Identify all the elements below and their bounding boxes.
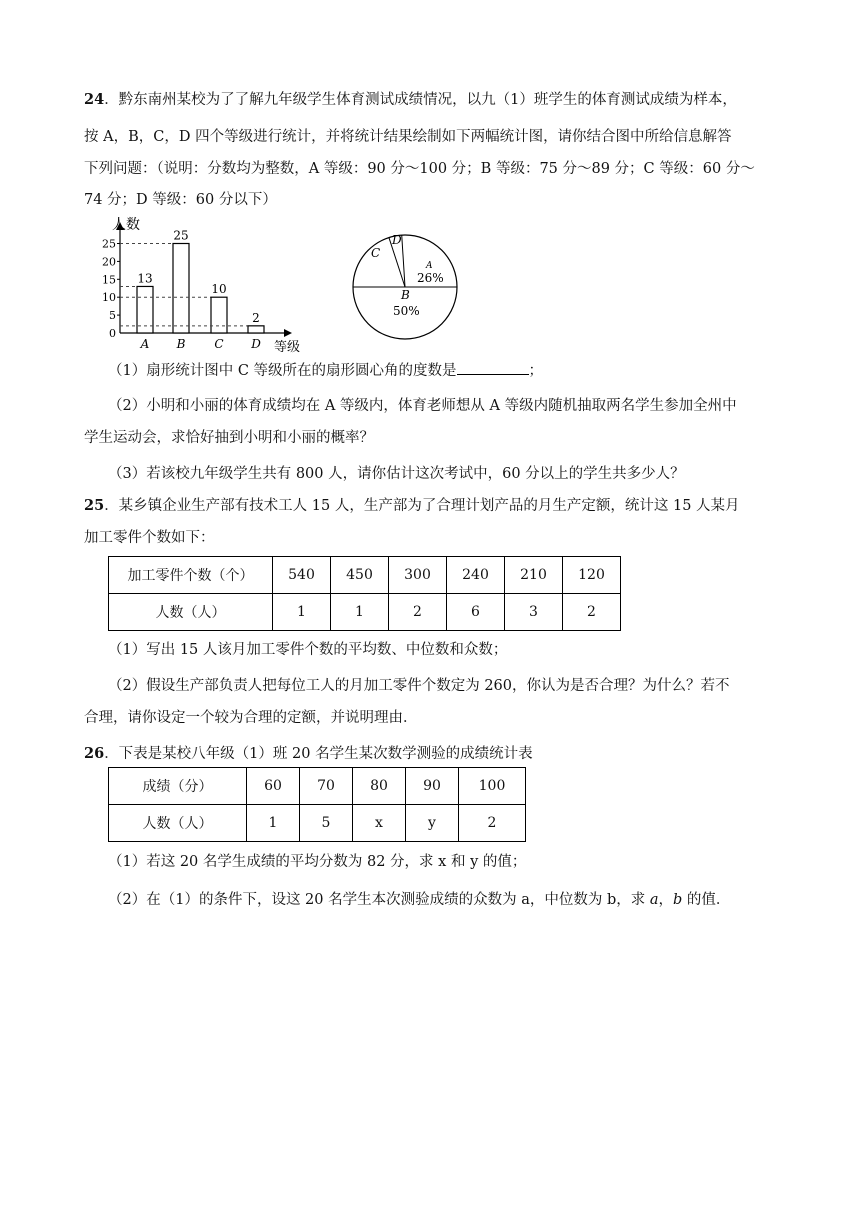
q26-sub2-text: （2）在（1）的条件下，设这 20 名学生本次测验成绩的众数为 a，中位数为 b，求 [108, 892, 646, 908]
pie-percent-label: 26% [417, 271, 444, 285]
var-a: a [649, 892, 659, 908]
bar-value-label: 13 [137, 271, 153, 286]
q26-line-1 [84, 744, 533, 764]
table-cell: 加工零件个数（个） [109, 557, 273, 594]
table-cell: 1 [331, 594, 389, 631]
q24-line-2: 按 A，B，C，D 四个等级进行统计，并将统计结果绘制如下两幅统计图，请你结合图中所给信息解答 [84, 129, 732, 145]
q26-table [108, 767, 526, 842]
q24-sub1-end: ； [528, 363, 544, 379]
pie-slice-label: D [392, 233, 402, 247]
bar-value-label: 2 [252, 310, 260, 325]
q24-sub2-line-1: （2）小明和小丽的体育成绩均在 A 等级内，体育老师想从 A 等级内随机抽取两名学生参加全州中 [108, 398, 737, 414]
bar [248, 326, 264, 333]
x-tick-label: C [214, 337, 224, 351]
q26-text-1: ．下表是某校八年级（1）班 20 名学生某次数学测验的成绩统计表 [104, 746, 533, 762]
table-cell: 300 [389, 557, 447, 594]
y-tick-label: 10 [102, 291, 116, 305]
table-cell: 人数（人） [109, 594, 273, 631]
table-cell: 2 [459, 805, 526, 842]
table-cell: 450 [331, 557, 389, 594]
table-cell: 3 [505, 594, 563, 631]
q25-sub2-line-2: 合理，请你设定一个较为合理的定额，并说明理由． [84, 710, 418, 726]
q25-text-1: ．某乡镇企业生产部有技术工人 15 人，生产部为了合理计划产品的月生产定额，统计这 15 人某月 [104, 498, 740, 514]
q24-sub2-line-2: 学生运动会，求恰好抽到小明和小丽的概率？ [84, 430, 374, 446]
pie-slice-label: B [401, 288, 410, 302]
q24-line-3: 下列问题：（说明：分数均为整数，A 等级：90 分～100 分；B 等级：75 分～89 分；C 等级：60 分～ [84, 161, 755, 177]
table-cell: 80 [353, 768, 406, 805]
x-tick-label: D [251, 337, 261, 351]
x-tick-label: A [140, 337, 150, 351]
pie-chart [345, 225, 475, 345]
pie-slice-label: C [371, 246, 381, 260]
table-row [109, 768, 526, 805]
y-tick-label: 15 [102, 273, 116, 287]
table-cell: y [406, 805, 459, 842]
q25-line-2: 加工零件个数如下： [84, 530, 215, 546]
q26-sub2-end: 的值． [682, 892, 731, 908]
y-tick-label: 25 [102, 237, 116, 251]
q24-sub1 [108, 360, 543, 381]
pie-percent-label: 50% [393, 304, 420, 318]
table-cell: 70 [300, 768, 353, 805]
table-cell: 60 [247, 768, 300, 805]
y-tick-label: 20 [102, 255, 116, 269]
q25-table [108, 556, 621, 631]
table-cell: 1 [247, 805, 300, 842]
answer-blank[interactable] [457, 360, 529, 375]
bar [211, 297, 227, 333]
q25-line-1 [84, 496, 740, 516]
table-cell: 90 [406, 768, 459, 805]
table-row [109, 594, 621, 631]
x-axis-label: 等级 [274, 340, 301, 355]
q24-sub1-text: （1）扇形统计图中 C 等级所在的扇形圆心角的度数是 [108, 363, 457, 379]
table-row [109, 805, 526, 842]
table-cell: 2 [389, 594, 447, 631]
y-tick-label: 5 [109, 309, 116, 323]
table-cell: 成绩（分） [109, 768, 247, 805]
q25-number: 25 [84, 497, 105, 514]
bar-chart [94, 216, 314, 356]
table-row [109, 557, 621, 594]
table-cell: x [353, 805, 406, 842]
q24-line-1 [84, 90, 737, 110]
bar-value-label: 10 [211, 282, 227, 297]
pie-slice-label: A [426, 261, 433, 271]
q24-text-1: ．黔东南州某校为了了解九年级学生体育测试成绩情况，以九（1）班学生的体育测试成绩为样本， [104, 92, 737, 108]
y-axis-label: 人数 [112, 217, 140, 233]
q26-number: 26 [84, 745, 105, 762]
q24-sub3: （3）若该校九年级学生共有 800 人，请你估计这次考试中，60 分以上的学生共多少人？ [108, 466, 685, 482]
bar [173, 244, 189, 334]
table-cell: 120 [563, 557, 621, 594]
table-cell: 240 [447, 557, 505, 594]
bar-value-label: 25 [173, 228, 189, 243]
q26-sub2 [108, 890, 730, 910]
y-tick-label: 0 [109, 327, 116, 340]
q26-sub2-sep: ， [658, 892, 674, 908]
table-cell: 540 [273, 557, 331, 594]
table-cell: 210 [505, 557, 563, 594]
q25-sub2-line-1: （2）假设生产部负责人把每位工人的月加工零件个数定为 260，你认为是否合理？为什么？若不 [108, 678, 730, 694]
table-cell: 2 [563, 594, 621, 631]
table-cell: 5 [300, 805, 353, 842]
q24-number: 24 [84, 91, 105, 108]
q26-sub1: （1）若这 20 名学生成绩的平均分数为 82 分，求 x 和 y 的值； [108, 854, 527, 870]
table-cell: 100 [459, 768, 526, 805]
q24-line-4: 74 分；D 等级：60 分以下） [84, 192, 277, 208]
table-cell: 1 [273, 594, 331, 631]
q25-sub1: （1）写出 15 人该月加工零件个数的平均数、中位数和众数； [108, 642, 508, 658]
x-axis-arrow [284, 329, 292, 337]
table-cell: 6 [447, 594, 505, 631]
table-cell: 人数（人） [109, 805, 247, 842]
var-b: b [673, 892, 683, 908]
x-tick-label: B [176, 337, 186, 351]
